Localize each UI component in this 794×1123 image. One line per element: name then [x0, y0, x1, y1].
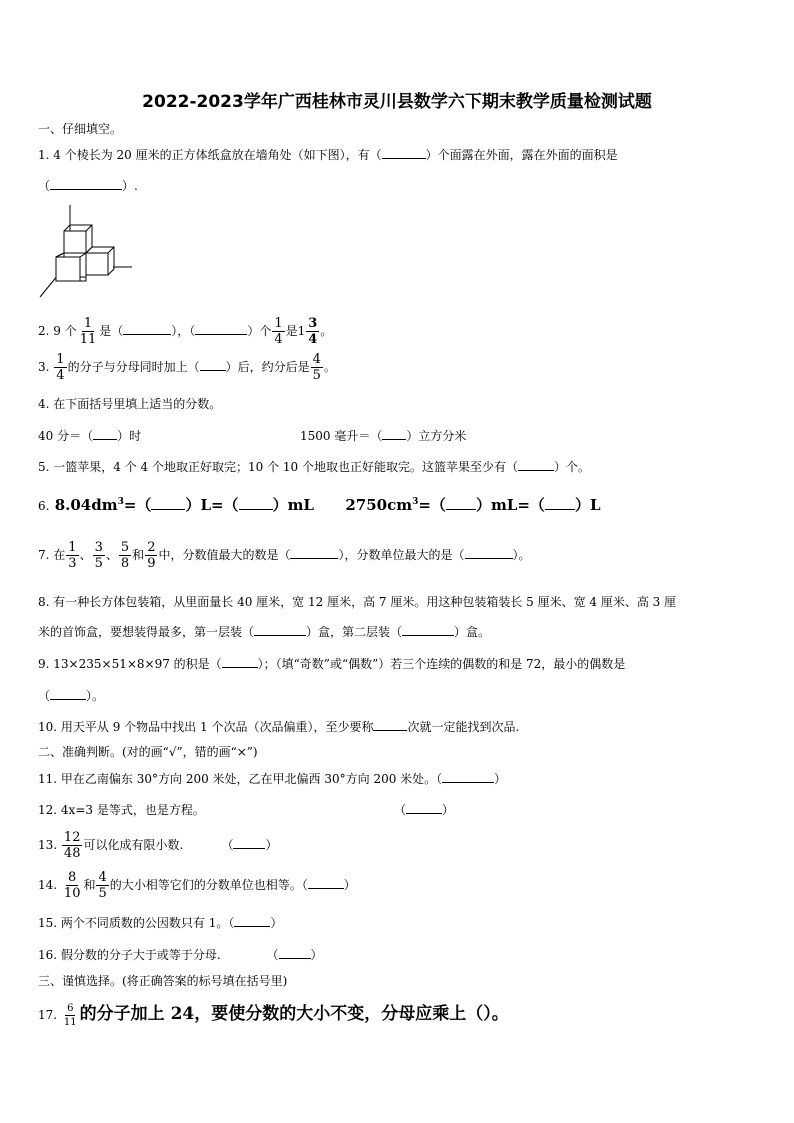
- answer-blank[interactable]: [195, 323, 247, 335]
- question-13: 13. $\frac{12}{48}$ 可以化成有限小数. （ ）: [38, 830, 278, 861]
- answer-blank[interactable]: [200, 359, 226, 371]
- question-12-answer: （ ）: [394, 803, 455, 817]
- question-4-left: 40 分＝（ ）时: [38, 429, 142, 443]
- answer-blank[interactable]: [518, 459, 554, 471]
- answer-blank[interactable]: [382, 428, 406, 440]
- answer-blank[interactable]: [50, 178, 122, 190]
- answer-blank[interactable]: [545, 498, 575, 510]
- answer-blank[interactable]: [93, 428, 117, 440]
- question-4-right: 1500 毫升＝（ ）立方分米: [300, 429, 467, 443]
- question-14: 14. $\frac{8}{10}$ 和 $\frac{4}{5}$ 的大小相等它们的分数单位也相等。（ ）: [38, 870, 356, 901]
- fraction: $\frac{1}{4}$: [274, 316, 283, 347]
- question-12: 12. 4x=3 是等式，也是方程。: [38, 803, 205, 817]
- fraction: $\frac{5}{8}$: [120, 540, 130, 571]
- page-title: 2022-2023学年广西桂林市灵川县数学六下期末教学质量检测试题: [142, 92, 652, 112]
- fraction: $\frac{2}{9}$: [147, 540, 156, 571]
- answer-blank[interactable]: [222, 656, 258, 668]
- question-9-cont: （ ）。: [38, 689, 105, 703]
- answer-blank[interactable]: [402, 624, 454, 636]
- answer-blank[interactable]: [239, 498, 273, 510]
- question-5: 5. 一篮苹果，4 个 4 个地取正好取完；10 个 10 个地取也正好能取完。这篮苹果至少有（ ）个。: [38, 460, 590, 474]
- question-1: 1. 4 个棱长为 20 厘米的正方体纸盒放在墙角处（如下图），有（ ）个面露在外面，露在外面的面积是: [38, 148, 618, 162]
- answer-blank[interactable]: [406, 802, 442, 814]
- question-4: 4. 在下面括号里填上适当的分数。: [38, 397, 222, 411]
- section-heading: 三、谨慎选择。(将正确答案的标号填在括号里): [38, 974, 288, 988]
- question-7: 7. 在 $\frac{1}{3}$ 、 $\frac{3}{5}$ 、 $\frac{5}{8}$ 和 $\frac{2}{9}$ 中，分数值最大的数是（ ），分数单位最大的是（ ）。: [38, 540, 531, 571]
- answer-blank[interactable]: [151, 498, 185, 510]
- answer-blank[interactable]: [290, 547, 338, 559]
- answer-blank[interactable]: [373, 719, 407, 731]
- fraction: $\frac{1}{11}$: [79, 316, 97, 347]
- answer-blank[interactable]: [446, 498, 476, 510]
- answer-blank[interactable]: [382, 147, 426, 159]
- fraction: $\frac{6}{11}$: [63, 1003, 77, 1028]
- fraction: $\frac{1}{4}$: [56, 352, 65, 383]
- question-15: 15. 两个不同质数的公因数只有 1。（ ）: [38, 916, 283, 930]
- section-heading: 一、仔细填空。: [38, 122, 123, 136]
- question-2: 2. 9 个 $\frac{1}{11}$ 是（ ），（ ）个 $\frac{1}{4}$ 是1 $\frac{3}{4}$ 。: [38, 316, 333, 347]
- answer-blank[interactable]: [308, 877, 344, 889]
- answer-blank[interactable]: [50, 688, 86, 700]
- question-17: 17. $\frac{6}{11}$ 的分子加上 24，要使分数的大小不变，分母应乘上（）。: [38, 1003, 509, 1028]
- answer-blank[interactable]: [279, 947, 311, 959]
- answer-blank[interactable]: [233, 837, 265, 849]
- question-1-cont: （ ）.: [38, 179, 138, 193]
- question-8: 8. 有一种长方体包装箱，从里面量长 40 厘米，宽 12 厘米，高 7 厘米。用这种包装箱装长 5 厘米、宽 4 厘米、高 3 厘: [38, 595, 677, 609]
- question-16: 16. 假分数的分子大于或等于分母. （ ）: [38, 948, 323, 962]
- question-3: 3. $\frac{1}{4}$ 的分子与分母同时加上（ ）后，约分后是 $\frac{4}{5}$ 。: [38, 352, 336, 383]
- question-10: 10. 用天平从 9 个物品中找出 1 个次品（次品偏重），至少要称 次就一定能找到次品.: [38, 720, 520, 734]
- question-8-cont: 米的首饰盒，要想装得最多，第一层装（ ）盒，第二层装（ ）盒。: [38, 625, 491, 639]
- fraction: $\frac{8}{10}$: [63, 870, 81, 901]
- answer-blank[interactable]: [123, 323, 171, 335]
- section-heading: 二、准确判断。(对的画“√”，错的画“×”): [38, 745, 258, 759]
- question-11: 11. 甲在乙南偏东 30°方向 200 米处，乙在甲北偏西 30°方向 200 米处。（ ）: [38, 772, 507, 786]
- fraction: $\frac{1}{3}$: [68, 540, 77, 571]
- answer-blank[interactable]: [254, 624, 306, 636]
- fraction: $\frac{3}{4}$: [308, 316, 318, 347]
- question-9: 9. 13×235×51×8×97 的积是（ ）；（填“奇数”或“偶数”）若三个连续的偶数的和是 72，最小的偶数是: [38, 657, 626, 671]
- answer-blank[interactable]: [465, 547, 513, 559]
- fraction: $\frac{4}{5}$: [98, 870, 107, 901]
- fraction: $\frac{3}{5}$: [94, 540, 103, 571]
- answer-blank[interactable]: [234, 915, 270, 927]
- answer-blank[interactable]: [442, 771, 494, 783]
- question-6: 6. $8.04dm^3=$（ ）L=（ ）mL $2750cm^3=$（ ）mL=（ ）L: [38, 496, 601, 514]
- fraction: $\frac{12}{48}$: [63, 830, 81, 861]
- fraction: $\frac{4}{5}$: [312, 352, 321, 383]
- cube-corner-figure: [38, 205, 138, 300]
